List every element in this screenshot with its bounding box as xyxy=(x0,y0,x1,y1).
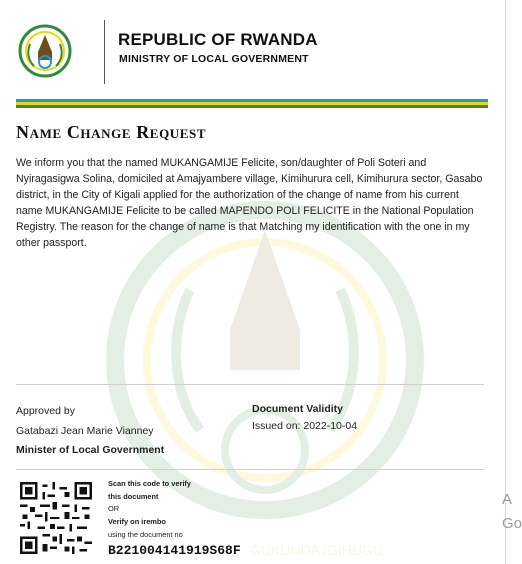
side-cropped-text xyxy=(502,488,522,536)
verify-line-5: using the document no xyxy=(108,529,183,539)
issued-date: Issued on: 2022-10-04 xyxy=(252,420,358,432)
document-header xyxy=(16,18,488,88)
side-text-line-2: Go xyxy=(502,515,522,532)
side-text-line-1: A xyxy=(502,491,513,508)
verification-instructions xyxy=(108,478,191,542)
approver-name: Gatabazi Jean Marie Vianney xyxy=(16,425,154,437)
divider-bottom xyxy=(16,469,484,470)
header-divider xyxy=(104,20,105,84)
watermark-text: GUKUNDA IGIHUGU xyxy=(250,542,384,558)
validity-label: Document Validity xyxy=(252,403,344,415)
document-body: We inform you that the named MUKANGAMIJE Felicite, son/daughter of Poli Soteri and Nyiragasigwa Solina, domiciled at Amajyambere village, Kimihurura cell, Kimihurura sector, Gasabo district, in the City of Kigali applied for the authorization of the change of name from his current name MUKANGAMIJE Felicite to be called MAPENDO POLI FELICITE in the National Population Registry. The reason for the change of name is that Matching my identification with the one in my other passport. xyxy=(16,157,483,250)
org-title: REPUBLIC OF RWANDA xyxy=(118,30,318,49)
divider-top xyxy=(16,384,484,385)
verify-line-2: this document xyxy=(108,491,159,501)
approver-role: Minister of Local Government xyxy=(16,444,165,456)
verify-line-1: Scan this code to verify xyxy=(108,479,191,488)
verify-line-4: Verify on irembo xyxy=(108,517,166,527)
qr-code-icon xyxy=(20,482,92,554)
document-number: B221004141919S68F xyxy=(108,543,241,558)
flag-color-bar xyxy=(16,99,488,108)
document-title: Name Change Request xyxy=(16,122,207,142)
verify-line-3: OR xyxy=(108,504,120,514)
org-subtitle: MINISTRY OF LOCAL GOVERNMENT xyxy=(119,53,309,65)
approved-by-label: Approved by xyxy=(16,405,75,417)
rwanda-seal-icon xyxy=(18,24,72,78)
